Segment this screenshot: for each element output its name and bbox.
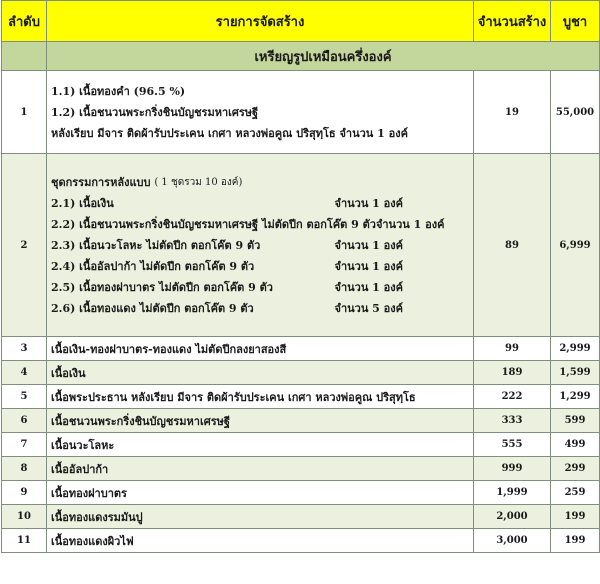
section-row <box>2 42 600 71</box>
row-number: 2 <box>2 154 47 337</box>
header-no: ลำดับ <box>2 1 47 42</box>
row-qty: 3,000 <box>474 529 551 553</box>
row-item: เนื้อชนวนพระกริ่งชินบัญชรมหาเศรษฐี <box>47 409 474 433</box>
row-price: 199 <box>551 505 600 529</box>
row-subitem: 2.3) เนื้อนวะโลหะ ไม่ตัดปีก ตอกโค๊ต 9 ตัว จำนวน 1 องค์ <box>51 238 403 252</box>
row-item <box>47 154 474 337</box>
row-qty: 1,999 <box>474 481 551 505</box>
header-price: บูชา <box>551 1 600 42</box>
row-item-intro: ชุดกรรมการหลังแบบ ( 1 ชุดรวม 10 องค์) <box>51 175 243 189</box>
row-number: 5 <box>2 385 47 409</box>
row-subitem: 2.6) เนื้อทองแดง ไม่ตัดปีก ตอกโค๊ต 9 ตัว จำนวน 5 องค์ <box>51 301 403 315</box>
row-price: 599 <box>551 409 600 433</box>
row-item: เนื้อทองฝาบาตร <box>47 481 474 505</box>
table-row <box>2 481 600 505</box>
row-subitem: 2.2) เนื้อชนวนพระกริ่งชินบัญชรมหาเศรษฐี ไม่ตัดปีก ตอกโค๊ต 9 ตัว จำนวน 1 องค์ <box>51 217 445 231</box>
table-row <box>2 433 600 457</box>
row-number: 1 <box>2 71 47 154</box>
table-row <box>2 337 600 361</box>
section-title: เหรียญรูปเหมือนครึ่งองค์ <box>47 42 600 71</box>
row-item: เนื้อนวะโลหะ <box>47 433 474 457</box>
section-spacer <box>2 42 47 71</box>
row-number: 7 <box>2 433 47 457</box>
row-price: 6,999 <box>551 154 600 337</box>
header-qty: จำนวนสร้าง <box>474 1 551 42</box>
row-subitem: 2.1) เนื้อเงิน จำนวน 1 องค์ <box>51 196 403 210</box>
price-table <box>1 0 600 553</box>
row-number: 6 <box>2 409 47 433</box>
table-row <box>2 409 600 433</box>
row-qty: 89 <box>474 154 551 337</box>
table-row <box>2 529 600 553</box>
header-item: รายการจัดสร้าง <box>47 1 474 42</box>
row-price: 199 <box>551 529 600 553</box>
table-row <box>2 385 600 409</box>
table-row <box>2 361 600 385</box>
row-number: 11 <box>2 529 47 553</box>
row-number: 3 <box>2 337 47 361</box>
row-price: 299 <box>551 457 600 481</box>
row-price: 55,000 <box>551 71 600 154</box>
row-qty: 2,000 <box>474 505 551 529</box>
row-qty: 19 <box>474 71 551 154</box>
row-qty: 999 <box>474 457 551 481</box>
row-qty: 189 <box>474 361 551 385</box>
row-price: 2,999 <box>551 337 600 361</box>
row-price: 259 <box>551 481 600 505</box>
row-item: เนื้อเงิน <box>47 361 474 385</box>
row-item-line: 1.1) เนื้อทองคำ (96.5 %) <box>51 84 186 98</box>
row-qty: 555 <box>474 433 551 457</box>
row-price: 1,299 <box>551 385 600 409</box>
table-row <box>2 71 600 154</box>
row-item: เนื้อทองแดงผิวไฟ <box>47 529 474 553</box>
row-qty: 333 <box>474 409 551 433</box>
table-row <box>2 154 600 337</box>
row-item: เนื้ออัลปาก้า <box>47 457 474 481</box>
row-subitem: 2.5) เนื้อทองฝาบาตร ไม่ตัดปีก ตอกโค๊ต 9 ตัว จำนวน 1 องค์ <box>51 280 403 294</box>
row-item: เนื้อทองแดงรมมันปู <box>47 505 474 529</box>
header-row <box>2 1 600 42</box>
row-qty: 222 <box>474 385 551 409</box>
row-item <box>47 71 474 154</box>
table-row <box>2 505 600 529</box>
row-number: 4 <box>2 361 47 385</box>
row-item: เนื้อเงิน-ทองฝาบาตร-ทองแดง ไม่ตัดปีกลงยาสองสี <box>47 337 474 361</box>
row-item-line: หลังเรียบ มีจาร ติดผ้ารับประเคน เกศา หลวงพ่อคูณ ปริสุทฺโธ จำนวน 1 องค์ <box>51 126 408 140</box>
row-item: เนื้อพระประธาน หลังเรียบ มีจาร ติดผ้ารับประเคน เกศา หลวงพ่อคูณ ปริสุทฺโธ <box>47 385 474 409</box>
row-qty: 99 <box>474 337 551 361</box>
row-number: 10 <box>2 505 47 529</box>
row-subitem: 2.4) เนื้ออัลปาก้า ไม่ตัดปีก ตอกโค๊ต 9 ตัว จำนวน 1 องค์ <box>51 259 403 273</box>
row-item-line: 1.2) เนื้อชนวนพระกริ่งชินบัญชรมหาเศรษฐี <box>51 105 259 119</box>
table-row <box>2 457 600 481</box>
row-number: 9 <box>2 481 47 505</box>
row-number: 8 <box>2 457 47 481</box>
row-price: 1,599 <box>551 361 600 385</box>
row-price: 499 <box>551 433 600 457</box>
